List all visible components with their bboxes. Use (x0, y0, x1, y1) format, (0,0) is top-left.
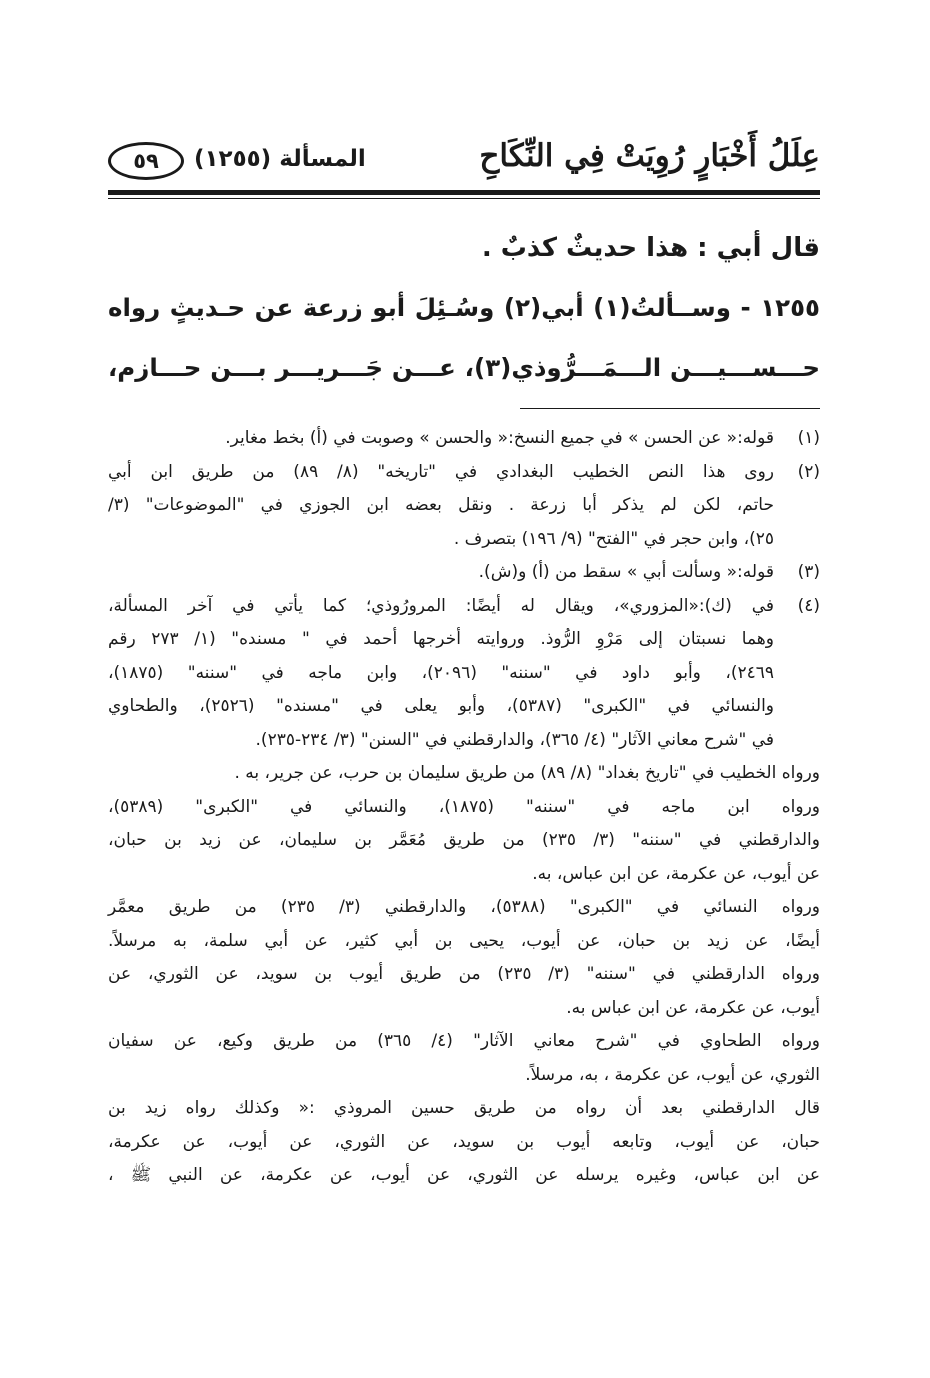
footnote-number: (٤) (797, 595, 820, 616)
main-line-text: حـــســـيـــن الـــمَـــرُّوذي(٣)، عـــن جَـــريـــر بـــن حـــازم، (108, 353, 821, 382)
main-line (108, 278, 820, 338)
footnote-line: حاتم، لكن لم يذكر أبا زرعة . ونقل بعضه ابن الجوزي في "الموضوعات" (٣/ (108, 495, 774, 515)
footnote-line: في (ك):«المزوري»، ويقال له أيضًا: المرورُوذي؛ كما يأتي في آخر المسألة، (108, 595, 774, 616)
footnote-line: عن ابن عباس، وغيره يرسله عن الثوري، عن أيوب، عن عكرمة، عن النبي ﷺ ، (108, 1165, 820, 1185)
footnote-line: حبان، عن أيوب، وتابعه أيوب بن سويد، عن الثوري، عن أيوب، عن عكرمة، (108, 1131, 820, 1152)
issue-label: المسألة (١٢٥٥) (194, 146, 366, 172)
main-text (108, 218, 820, 398)
footnote-line: وهما نسبتان إلى مَرْوِ الرُّوذ. وروايته أخرجها أحمد في " مسنده" (١/ ٢٧٣ رقم (108, 629, 774, 649)
footnote-line: الثوري، عن أيوب، عن عكرمة ، به، مرسلاً. (525, 1064, 820, 1085)
main-line (108, 218, 820, 278)
header-rule-thin (108, 198, 820, 199)
main-line-text: ١٢٥٥ - وســألتُ(١) أبي(٢) وسُـئِلَ أبو زرعة عن حـديثٍ رواه (108, 293, 821, 322)
footnote (108, 456, 820, 557)
footnote-line: والدارقطني في "سننه" (٣/ ٢٣٥) من طريق مُعَمَّر بن سليمان، عن زيد بن حبان، (108, 830, 820, 850)
footnote-line: ورواه الطحاوي في "شرح معاني الآثار" (٤/ ٣٦٥) من طريق وكيع، عن سفيان (108, 1031, 820, 1051)
footnote-line: ورواه الخطيب في "تاريخ بغداد" (٨/ ٨٩) من طريق سليمان بن حرب، عن جرير، به . (234, 763, 820, 783)
footnote-divider (520, 408, 820, 409)
footnote-line: قوله:« وسألت أبي » سقط من (أ) و(ش). (478, 562, 774, 582)
footnote-line: قال الدارقطني بعد أن رواه من طريق حسين المروذي :« وكذلك رواه زيد بن (108, 1098, 820, 1118)
footnote-line: أيوب، عن عكرمة، عن ابن عباس به. (566, 997, 820, 1018)
page-number: ٥٩ (133, 149, 159, 173)
page-number-oval (108, 142, 184, 180)
footnote-line: ورواه النسائي في "الكبرى" (٥٣٨٨)، والدارقطني (٣/ ٢٣٥) من طريق معمَّر (108, 897, 820, 917)
footnote-line: أيضًا، عن زيد بن حبان، عن أيوب، يحيى بن أبي كثير، عن أبي سلمة، به مرسلاً. (108, 930, 820, 951)
footnote (108, 556, 820, 590)
page-header (108, 138, 820, 188)
footnote-number: (٢) (797, 461, 820, 482)
footnote-line: ورواه الدارقطني في "سننه" (٣/ ٢٣٥) من طريق أيوب بن سويد، عن الثوري، عن (108, 964, 820, 984)
footnote-line: ٢٥)، وابن حجر في "الفتح" (٩/ ١٩٦) بتصرف . (453, 528, 774, 549)
footnote-line: ٢٤٦٩)، وأبو داود في "سننه" (٢٠٩٦)، وابن ماجه في "سننه" (١٨٧٥)، (108, 662, 774, 683)
footnote-line: روى هذا النص الخطيب البغدادي في "تاريخه" (٨/ ٨٩) من طريق ابن أبي (108, 461, 775, 482)
footnote-line: ورواه ابن ماجه في "سننه" (١٨٧٥)، والنسائي في "الكبرى" (٥٣٨٩)، (108, 796, 820, 817)
footnote-number: (١) (797, 428, 820, 448)
main-line (108, 338, 820, 398)
main-line-text: قال أبي : هذا حديثٌ كذبٌ . (481, 233, 820, 263)
footnotes (108, 422, 820, 1193)
footnote-line: في "شرح معاني الآثار" (٤/ ٣٦٥)، والدارقطني في "السنن" (٣/ ٢٣٤-٢٣٥). (255, 729, 774, 750)
footnote-continuation (108, 757, 820, 1193)
footnote-number: (٣) (797, 562, 820, 582)
header-rule-thick (108, 190, 820, 195)
footnote-line: عن أيوب، عن عكرمة، عن ابن عباس، به. (532, 863, 820, 884)
footnote (108, 590, 820, 1193)
book-title: عِلَلُ أَخْبَارٍ رُوِيَتْ فِي النِّكَاحِ (479, 138, 820, 174)
footnote (108, 422, 820, 456)
footnote-line: قوله:« عن الحسن » في جميع النسخ:« والحسن » وصوبت في (أ) بخط مغاير. (225, 428, 774, 448)
footnote-line: والنسائي في "الكبرى" (٥٣٨٧)، وأبو يعلى في "مسنده" (٢٥٢٦)، والطحاوي (108, 696, 775, 716)
